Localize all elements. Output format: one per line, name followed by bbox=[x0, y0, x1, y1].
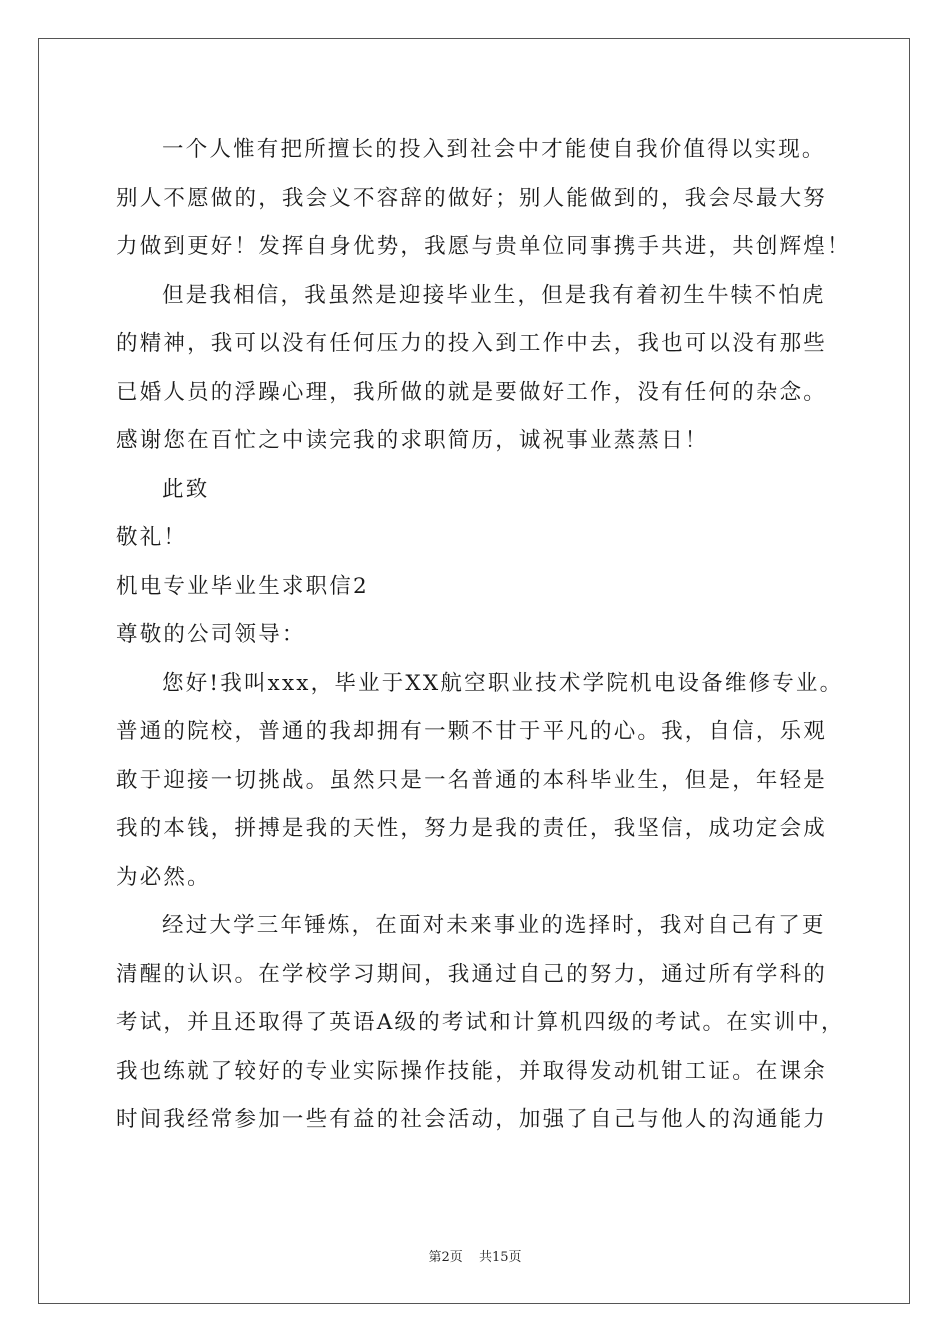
text-line: 为必然。 bbox=[116, 864, 211, 890]
text-line: 经过大学三年锤炼，在面对未来事业的选择时，我对自己有了更 bbox=[162, 913, 826, 938]
total-pages: 共15页 bbox=[478, 1250, 522, 1265]
text-line: 此致 bbox=[162, 476, 210, 502]
text-line: 机电专业毕业生求职信2 bbox=[116, 573, 369, 599]
document-body bbox=[116, 126, 856, 1145]
text-line: 但是我相信，我虽然是迎接毕业生，但是我有着初生牛犊不怕虎 bbox=[162, 282, 826, 308]
text-line: 别人不愿做的，我会义不容辞的做好；别人能做到的，我会尽最大努 bbox=[116, 185, 828, 211]
text-line: 清醒的认识。在学校学习期间，我通过自己的努力，通过所有学科的 bbox=[116, 961, 828, 987]
text-line: 感谢您在百忙之中读完我的求职简历，诚祝事业蒸蒸日！ bbox=[116, 428, 709, 453]
text-line: 我的本钱，拼搏是我的天性，努力是我的责任，我坚信，成功定会成 bbox=[116, 816, 828, 841]
page-number: 第2页 bbox=[428, 1250, 463, 1265]
text-line: 普通的院校，普通的我却拥有一颗不甘于平凡的心。我，自信，乐观 bbox=[116, 719, 828, 744]
text-line: 您好!我叫xxx，毕业于XX航空职业技术学院机电设备维修专业。 bbox=[162, 670, 844, 696]
text-line: 一个人惟有把所擅长的投入到社会中才能使自我价值得以实现。 bbox=[162, 137, 826, 162]
text-line: 时间我经常参加一些有益的社会活动，加强了自己与他人的沟通能力 bbox=[116, 1107, 828, 1132]
text-line: 已婚人员的浮躁心理，我所做的就是要做好工作，没有任何的杂念。 bbox=[116, 379, 828, 405]
text-line: 考试，并且还取得了英语A级的考试和计算机四级的考试。在实训中， bbox=[116, 1010, 845, 1035]
text-line: 力做到更好！发挥自身优势，我愿与贵单位同事携手共进，共创辉煌！ bbox=[116, 234, 851, 259]
text-line: 尊敬的公司领导： bbox=[116, 622, 306, 647]
text-line: 我也练就了较好的专业实际操作技能，并取得发动机钳工证。在课余 bbox=[116, 1058, 828, 1084]
text-line: 的精神，我可以没有任何压力的投入到工作中去，我也可以没有那些 bbox=[116, 331, 828, 356]
text-line: 敬礼！ bbox=[116, 525, 188, 550]
page-footer bbox=[0, 1246, 950, 1265]
text-line: 敢于迎接一切挑战。虽然只是一名普通的本科毕业生，但是，年轻是 bbox=[116, 767, 828, 793]
